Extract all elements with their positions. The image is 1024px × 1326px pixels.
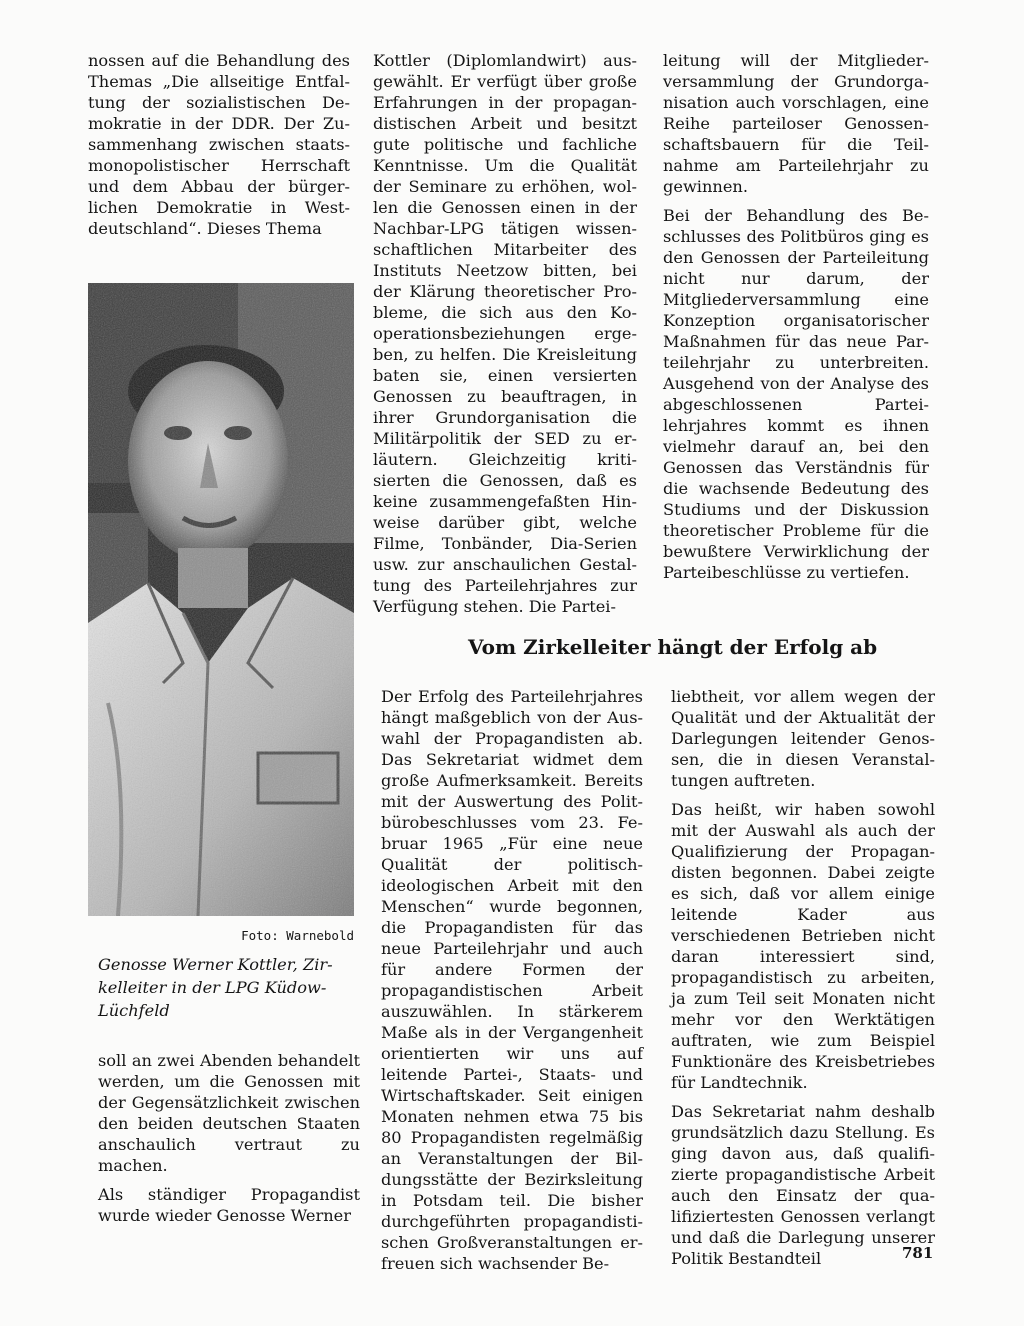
column-2-bottom bbox=[381, 686, 643, 1274]
paragraph: Das heißt, wir haben sowohl mit der Auswahl als auch der Qualifizierung der Propagandisten begonnen. Dabei zeigte es sich, daß vor allem einige leitende Kader aus verschiedenen Betrieben nicht daran interessiert sind, propagandistisch zu arbeiten, ja zum Teil seit Monaten nicht mehr vor den Werktätigen auftraten, wie zum Beispiel Funktionäre des Kreisbetriebes für Landtechnik. bbox=[671, 800, 935, 1092]
column-1-bottom bbox=[98, 1050, 360, 1226]
column-2-top bbox=[373, 50, 637, 617]
column-1-top bbox=[88, 50, 350, 239]
paragraph: nossen auf die Behandlung des Themas „Die allseitige Entfaltung der sozialistischen Demokratie in der DDR. Der Zusammenhang zwischen staatsmonopolistischer Herrschaft und dem Abbau der bürgerlichen Demokratie in Westdeutschland“. Dieses Thema bbox=[88, 51, 350, 238]
column-3-bottom bbox=[671, 686, 935, 1269]
section-heading: Vom Zirkelleiter hängt der Erfolg ab bbox=[468, 635, 878, 659]
paragraph: Der Erfolg des Parteilehrjahres hängt maßgeblich von der Auswahl der Propagandisten ab. Das Sekretariat widmet dem große Aufmerksamkeit. Bereits mit der Auswertung des Politbürobeschlusses vom 23. Februar 1965 „Für eine neue Qualität der politisch-ideologischen Arbeit mit den Menschen“ wurde begonnen, die Propagandisten für das neue Parteilehrjahr und auch für andere Formen der propagandistischen Arbeit auszuwählen. In stärkerem Maße als in der Vergangenheit orientierten wir uns auf leitende Partei-, Staats- und Wirtschaftskader. Seit einigen Monaten nehmen etwa 75 bis 80 Propagandisten regelmäßig an Veranstaltungen der Bildungsstätte der Bezirksleitung in Potsdam teil. Die bisher durchgeführten propagandistischen Großveranstaltungen erfreuen sich wachsender Be- bbox=[381, 687, 643, 1273]
paragraph: Kottler (Diplomlandwirt) ausgewählt. Er verfügt über große Erfahrungen in der propagandistischen Arbeit und besitzt gute politische und fachliche Kenntnisse. Um die Qualität der Seminare zu erhöhen, wollen die Genossen einen in der Nachbar-LPG tätigen wissenschaftlichen Mitarbeiter des Instituts Neetzow bitten, bei der Klärung theoretischer Probleme, die sich aus den Kooperationsbeziehungen ergeben, zu helfen. Die Kreisleitung baten sie, einen versierten Genossen zu beauftragen, in ihrer Grundorganisation die Militärpolitik der SED zu erläutern. Gleichzeitig kritisierten die Genossen, daß es keine zusammengefaßten Hinweise darüber gibt, welche Filme, Tonbänder, Dia-Serien usw. zur anschaulichen Gestaltung des Parteilehrjahres zur Verfügung stehen. Die Partei- bbox=[373, 51, 637, 616]
paragraph: Das Sekretariat nahm deshalb grundsätzlich dazu Stellung. Es ging davon aus, daß qualifizierte propagandistische Arbeit auch den Einsatz der qualifiziertesten Genossen verlangt und daß die Darlegung unserer Politik Bestandteil bbox=[671, 1102, 935, 1268]
portrait-photo bbox=[88, 283, 354, 916]
column-3-top bbox=[663, 50, 929, 583]
paragraph: liebtheit, vor allem wegen der Qualität und der Aktualität der Darlegungen leitender Genossen, die in diesen Veranstaltungen auftreten. bbox=[671, 687, 935, 790]
page-number: 781 bbox=[902, 1244, 934, 1262]
paragraph: leitung will der Mitgliederversammlung der Grundorganisation auch vorschlagen, eine Reihe parteiloser Genossenschaftsbauern für die Teilnahme am Parteilehrjahr zu gewinnen. bbox=[663, 51, 929, 196]
photo-credit: Foto: Warnebold bbox=[241, 928, 354, 943]
paragraph: Als ständiger Propagandist wurde wieder Genosse Werner bbox=[98, 1185, 360, 1225]
photo-caption: Genosse Werner Kottler, Zirkelleiter in der LPG Küdow-Lüchfeld bbox=[98, 955, 333, 1020]
paragraph: Bei der Behandlung des Beschlusses des Politbüros ging es den Genossen der Parteileitung nicht nur darum, der Mitgliederversammlung eine Konzeption organisatorischer Maßnahmen für das neue Parteilehrjahr zu unterbreiten. Ausgehend von der Analyse des abgeschlossenen Parteilehrjahres kommt es ihnen vielmehr darauf an, bei den Genossen das Verständnis für die wachsende Bedeutung des Studiums und der Diskussion theoretischer Probleme für die bewußtere Verwirklichung der Parteibeschlüsse zu vertiefen. bbox=[663, 206, 929, 582]
paragraph: soll an zwei Abenden behandelt werden, um die Genossen mit der Gegensätzlichkeit zwischen den beiden deutschen Staaten anschaulich vertraut zu machen. bbox=[98, 1051, 360, 1175]
